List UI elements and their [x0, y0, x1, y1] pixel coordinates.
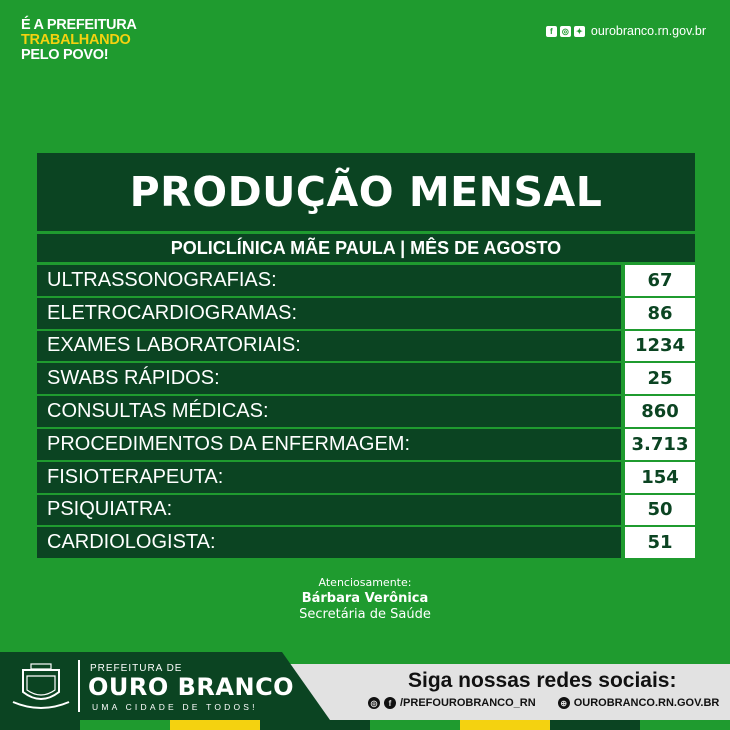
social-handle[interactable]: /PREFOUROBRANCO_RN — [400, 697, 536, 709]
report-title: PRODUÇÃO MENSAL — [37, 153, 695, 231]
row-label: ULTRASSONOGRAFIAS: — [37, 265, 621, 296]
table-row — [37, 396, 695, 427]
signature-name: Bárbara Verônica — [301, 591, 429, 606]
row-label: ELETROCARDIOGRAMAS: — [37, 298, 621, 329]
slogan-line-1: É A PREFEITURA — [21, 17, 137, 33]
instagram-icon[interactable]: ◎ — [560, 26, 571, 37]
table-row — [37, 495, 695, 526]
report-subtitle: POLICLÍNICA MÃE PAULA | MÊS DE AGOSTO — [37, 234, 695, 262]
social-links — [368, 697, 719, 709]
city-crest-logo — [11, 662, 71, 714]
table-row — [37, 429, 695, 460]
table-row — [37, 462, 695, 493]
footer-color-stripe — [0, 720, 730, 730]
globe-icon: ⊕ — [558, 697, 570, 709]
row-label: CONSULTAS MÉDICAS: — [37, 396, 621, 427]
row-label: SWABS RÁPIDOS: — [37, 363, 621, 394]
row-value: 25 — [625, 363, 695, 394]
facebook-icon[interactable]: f — [384, 697, 396, 709]
facebook-icon[interactable]: f — [546, 26, 557, 37]
report-panel — [37, 153, 695, 561]
table-row — [37, 527, 695, 558]
twitter-icon[interactable]: ✦ — [574, 26, 585, 37]
report-rows — [37, 265, 695, 558]
website-link[interactable]: ourobranco.rn.gov.br — [590, 24, 706, 38]
signature-role: Secretária de Saúde — [299, 607, 431, 622]
row-value: 51 — [625, 527, 695, 558]
slogan-line-3: PELO POVO! — [21, 47, 109, 63]
brand-divider — [78, 660, 80, 712]
prefeitura-label: PREFEITURA DE — [90, 663, 183, 674]
row-value: 3.713 — [625, 429, 695, 460]
row-value: 860 — [625, 396, 695, 427]
row-value: 1234 — [625, 331, 695, 362]
slogan — [21, 18, 137, 63]
table-row — [37, 331, 695, 362]
table-row — [37, 363, 695, 394]
city-name: OURO BRANCO — [88, 673, 295, 701]
row-label: PROCEDIMENTOS DA ENFERMAGEM: — [37, 429, 621, 460]
social-header — [546, 24, 706, 38]
table-row — [37, 265, 695, 296]
row-value: 154 — [625, 462, 695, 493]
signature-block — [0, 576, 730, 622]
row-label: PSIQUIATRA: — [37, 495, 621, 526]
instagram-icon[interactable]: ◎ — [368, 697, 380, 709]
row-label: EXAMES LABORATORIAIS: — [37, 331, 621, 362]
city-tagline: UMA CIDADE DE TODOS! — [92, 702, 258, 712]
footer-website[interactable]: OUROBRANCO.RN.GOV.BR — [573, 697, 720, 709]
row-label: CARDIOLOGISTA: — [37, 527, 621, 558]
slogan-line-2: TRABALHANDO — [21, 32, 131, 48]
signature-greeting: Atenciosamente: — [318, 576, 412, 589]
footer — [0, 652, 730, 730]
row-value: 50 — [625, 495, 695, 526]
row-value: 67 — [625, 265, 695, 296]
table-row — [37, 298, 695, 329]
row-value: 86 — [625, 298, 695, 329]
follow-heading: Siga nossas redes sociais: — [408, 669, 677, 692]
row-label: FISIOTERAPEUTA: — [37, 462, 621, 493]
